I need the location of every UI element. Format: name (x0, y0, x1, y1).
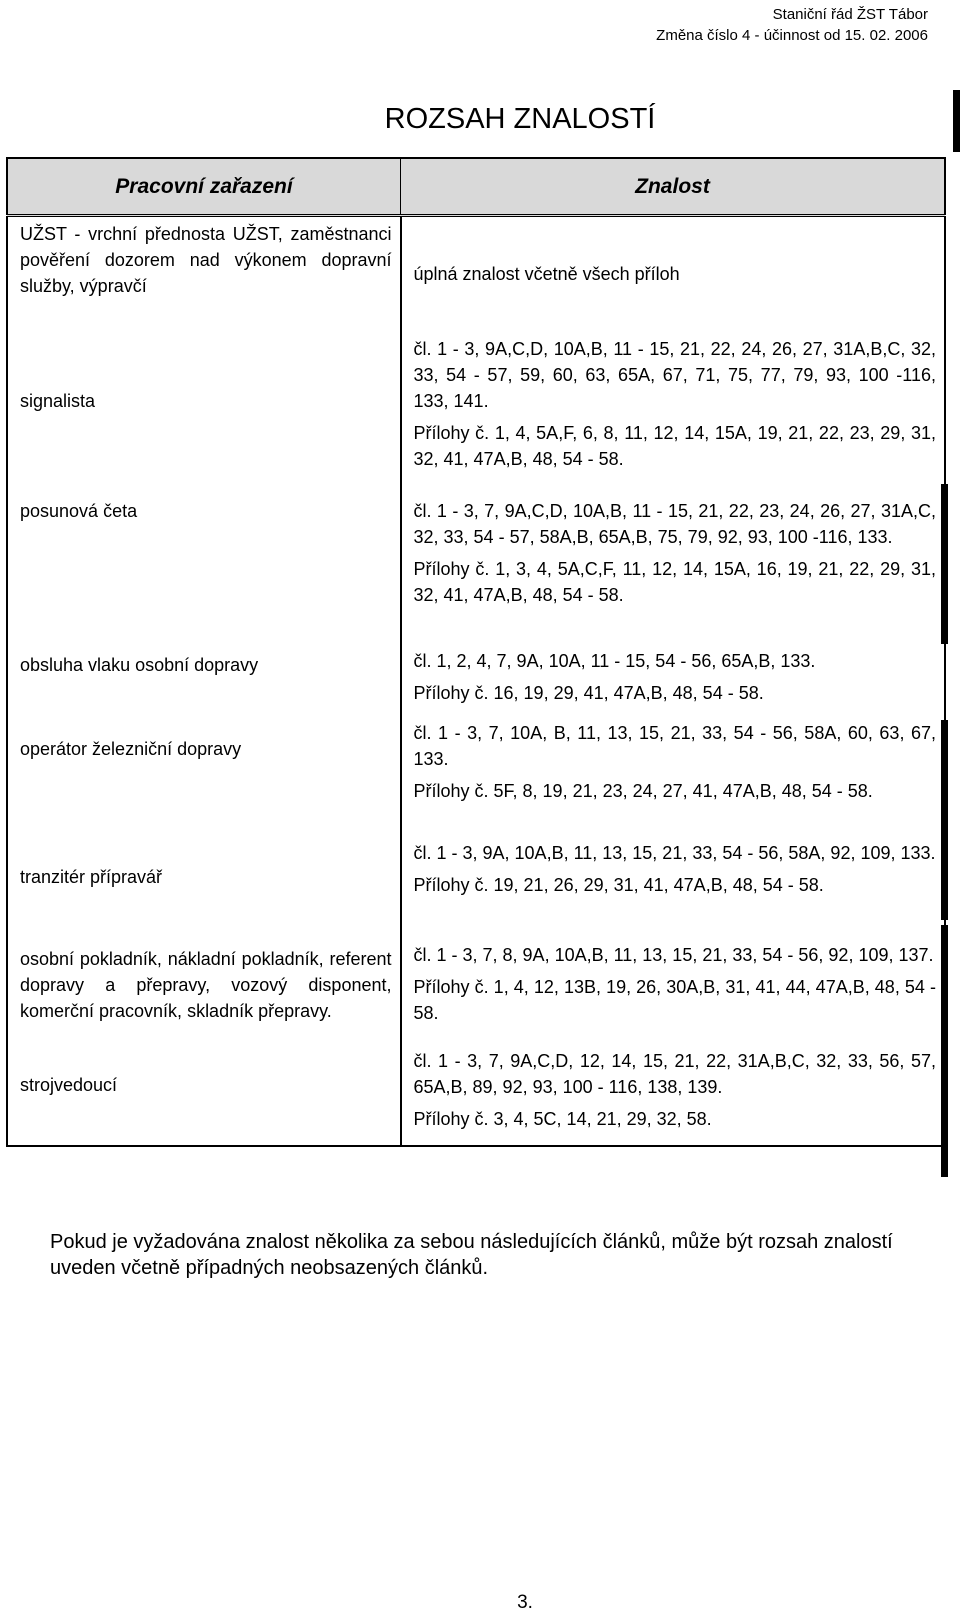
knowledge-appendices: Přílohy č. 3, 4, 5C, 14, 21, 29, 32, 58. (413, 1108, 712, 1129)
page-title: ROZSAH ZNALOSTÍ (384, 103, 656, 135)
knowledge-articles: čl. 1 - 3, 7, 10A, B, 11, 13, 15, 21, 33, 54 - 56, 58A, 60, 63, 67, 133. (413, 722, 936, 769)
table-row (7, 838, 945, 934)
table-row (7, 330, 945, 480)
knowledge-appendices: Přílohy č. 16, 19, 29, 41, 47A,B, 48, 54 - 58. (413, 682, 764, 703)
table-row (7, 646, 945, 714)
table-row (7, 934, 945, 1046)
knowledge-articles: čl. 1 - 3, 9A, 10A,B, 11, 13, 15, 21, 33, 54 - 56, 58A, 92, 109, 133. (413, 842, 936, 863)
table-row (7, 1046, 945, 1146)
knowledge-articles: čl. 1 - 3, 7, 8, 9A, 10A,B, 11, 13, 15, 21, 33, 54 - 56, 92, 109, 137. (413, 944, 934, 965)
position-cell: tranzitér přípravář (20, 866, 163, 887)
position-cell: UŽST - vrchní přednosta UŽST, zaměstnanci pověření dozorem nad výkonem dopravní služby, výpravčí (20, 224, 392, 296)
knowledge-articles: čl. 1, 2, 4, 7, 9A, 10A, 11 - 15, 54 - 56, 65A,B, 133. (413, 650, 816, 671)
knowledge-appendices: Přílohy č. 1, 4, 5A,F, 6, 8, 11, 12, 14, 15A, 19, 21, 22, 23, 29, 31, 32, 41, 47A,B, 48, 54 - 58. (413, 422, 936, 469)
knowledge-appendices: Přílohy č. 19, 21, 26, 29, 31, 41, 47A,B, 48, 54 - 58. (413, 874, 824, 895)
table-row (7, 216, 945, 330)
table-row (7, 480, 945, 646)
knowledge-scope-table (6, 157, 946, 1147)
change-bar (953, 90, 960, 152)
knowledge-articles: čl. 1 - 3, 7, 9A,C,D, 10A,B, 11 - 15, 21, 22, 23, 24, 26, 27, 31A,C, 32, 33, 54 - 57, 58A,B, 65A,B, 75, 79, 92, 93, 100 -116, 133. (413, 500, 936, 547)
footnote: Pokud je vyžadována znalost několika za sebou následujících článků, může být rozsah znalostí uveden včetně případných neobsazených článků. (50, 1231, 893, 1279)
position-cell: strojvedoucí (20, 1074, 118, 1095)
knowledge-appendices: Přílohy č. 1, 3, 4, 5A,C,F, 11, 12, 14, 15A, 16, 19, 21, 22, 29, 31, 32, 41, 47A,B, 48, 54 - 58. (413, 558, 936, 605)
table-header-row (7, 158, 945, 216)
position-cell: osobní pokladník, nákladní pokladník, referent dopravy a přepravy, vozový disponent, komerční pracovník, skladník přepravy. (20, 948, 392, 1021)
position-cell: operátor železniční dopravy (20, 738, 242, 759)
header-line-1: Staniční řád ŽST Tábor (772, 6, 928, 23)
knowledge-articles: čl. 1 - 3, 9A,C,D, 10A,B, 11 - 15, 21, 22, 24, 26, 27, 31A,B,C, 32, 33, 54 - 57, 59, 60, 63, 65A, 67, 71, 75, 77, 79, 93, 100 -116, 133, 141. (413, 338, 936, 411)
knowledge-appendices: Přílohy č. 5F, 8, 19, 21, 23, 24, 27, 41, 47A,B, 48, 54 - 58. (413, 780, 873, 801)
column-header-knowledge: Znalost (401, 158, 946, 216)
knowledge-appendices: Přílohy č. 1, 4, 12, 13B, 19, 26, 30A,B, 31, 41, 44, 47A,B, 48, 54 - 58. (413, 976, 936, 1023)
document-header (656, 4, 928, 46)
table-row (7, 714, 945, 838)
knowledge-articles: čl. 1 - 3, 7, 9A,C,D, 12, 14, 15, 21, 22, 31A,B,C, 32, 33, 56, 57, 65A,B, 89, 92, 93, 100 - 116, 138, 139. (413, 1050, 936, 1097)
page-number: 3. (517, 1592, 533, 1613)
position-cell: signalista (20, 390, 96, 411)
header-line-2: Změna číslo 4 - účinnost od 15. 02. 2006 (656, 27, 928, 44)
position-cell: obsluha vlaku osobní dopravy (20, 654, 259, 675)
column-header-position: Pracovní zařazení (7, 158, 401, 216)
knowledge-articles: úplná znalost včetně všech příloh (413, 264, 680, 284)
position-cell: posunová četa (20, 500, 138, 521)
